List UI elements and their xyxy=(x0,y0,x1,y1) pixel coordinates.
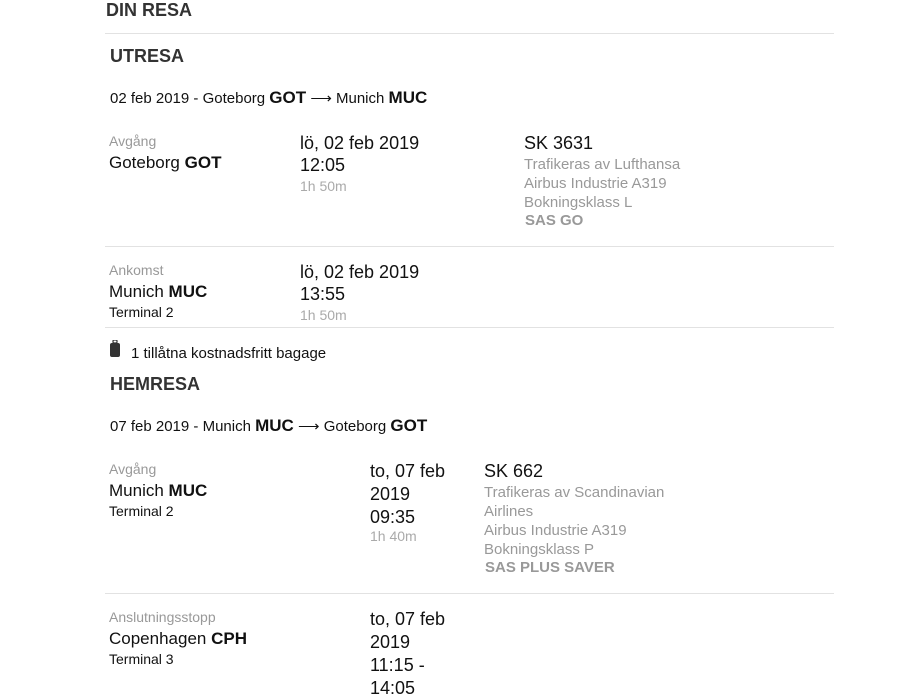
departure-time: 12:05 xyxy=(300,155,346,175)
departure-duration: 1h 50m xyxy=(300,178,347,194)
departure-city: Munich MUC xyxy=(109,481,208,500)
arrival-terminal: Terminal 2 xyxy=(109,304,174,320)
arrival-date: lö, 02 feb 2019 xyxy=(300,262,420,282)
flight-details: Trafikeras av Scandinavian Airlines Airbus Industrie A319 Bokningsklass P xyxy=(484,484,665,558)
outbound-route xyxy=(110,88,427,108)
departure-date: lö, 02 feb 2019 xyxy=(300,133,420,153)
page-title: DIN RESA xyxy=(106,0,193,20)
flight-details: Trafikeras av Lufthansa Airbus Industrie A319 Bokningsklass L xyxy=(524,156,681,211)
fare-type: SAS PLUS SAVER xyxy=(485,559,615,576)
flight-number: SK 3631 xyxy=(524,133,594,153)
divider xyxy=(105,593,834,594)
route-date: 02 feb 2019 - xyxy=(110,90,199,107)
inbound-title: HEMRESA xyxy=(110,374,201,394)
arrival-time: 13:55 xyxy=(300,284,346,304)
inbound-route xyxy=(110,416,427,436)
connection-datetime: to, 07 feb 2019 11:15 - 14:05 xyxy=(370,609,446,698)
route-arrow-icon: ⟶ xyxy=(298,418,320,435)
departure-label: Avgång xyxy=(109,461,157,477)
departure-city: Goteborg GOT xyxy=(109,153,222,172)
divider xyxy=(105,327,834,328)
baggage-allowance: 1 tillåtna kostnadsfritt bagage xyxy=(131,345,327,362)
departure-label: Avgång xyxy=(109,133,157,149)
route-from-code: GOT xyxy=(269,88,307,107)
departure-duration: 1h 40m xyxy=(370,528,417,544)
connection-terminal: Terminal 3 xyxy=(109,651,174,667)
route-to-code: MUC xyxy=(388,88,428,107)
route-from-city: Munich xyxy=(202,418,251,435)
suitcase-icon xyxy=(109,340,121,363)
route-to-city: Munich xyxy=(336,90,385,107)
fare-type: SAS GO xyxy=(525,212,584,229)
connection-label: Anslutningsstopp xyxy=(109,609,216,625)
outbound-title: UTRESA xyxy=(110,46,185,66)
route-arrow-icon: ⟶ xyxy=(310,90,332,107)
route-date: 07 feb 2019 - xyxy=(110,418,199,435)
arrival-duration: 1h 50m xyxy=(300,307,347,323)
divider xyxy=(105,33,834,34)
arrival-label: Ankomst xyxy=(109,262,164,278)
route-to-code: GOT xyxy=(390,416,428,435)
connection-city: Copenhagen CPH xyxy=(109,629,248,648)
arrival-city: Munich MUC xyxy=(109,282,208,301)
departure-terminal: Terminal 2 xyxy=(109,503,174,519)
departure-date: to, 07 feb 2019 09:35 xyxy=(370,461,446,527)
route-to-city: Goteborg xyxy=(323,418,387,435)
route-from-code: MUC xyxy=(255,416,294,435)
divider xyxy=(105,246,834,247)
route-from-city: Goteborg xyxy=(202,90,266,107)
flight-number: SK 662 xyxy=(484,461,544,481)
